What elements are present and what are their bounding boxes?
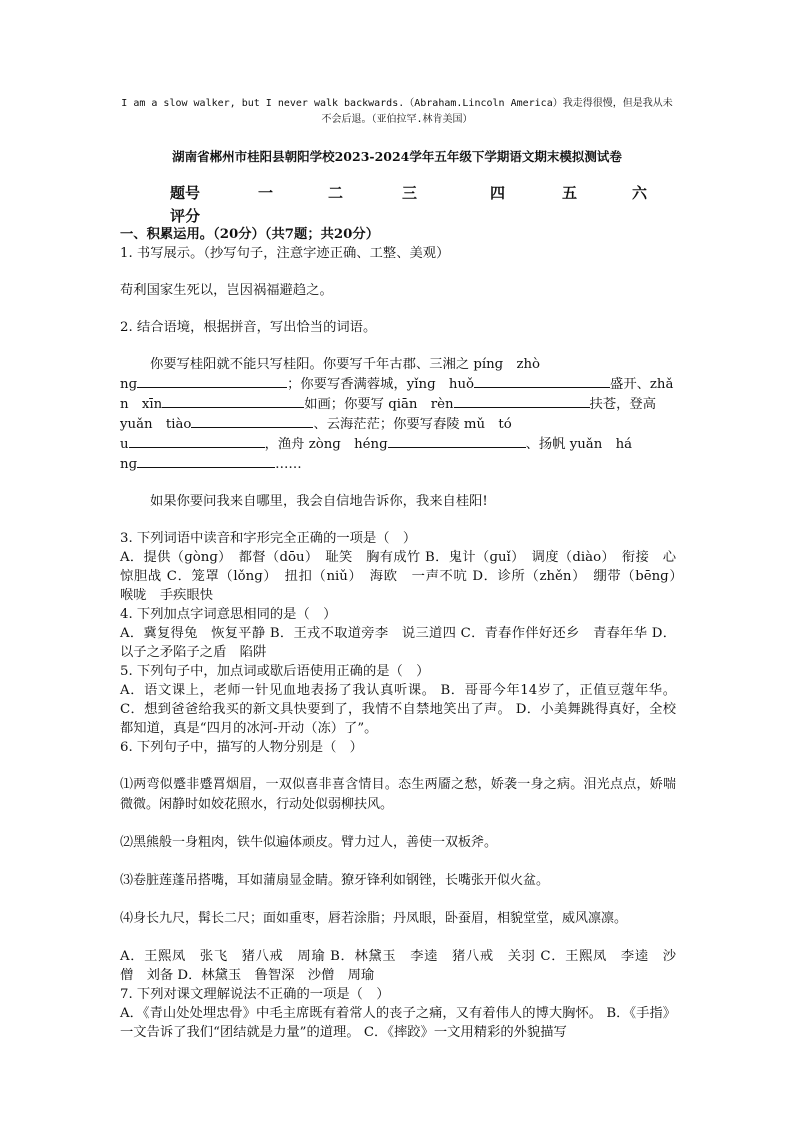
motto-line-1: I am a slow walker, but I never walk backwards.（Abraham.Lincoln America）我走得很慢，但是我从未 <box>121 98 673 109</box>
answer-blank[interactable] <box>454 394 590 408</box>
q4-stem: 4. 下列加点字词意思相同的是（ ） <box>120 607 337 622</box>
answer-blank[interactable] <box>129 434 265 448</box>
score-col-4: 四 <box>490 184 506 202</box>
q1-sentence: 苟利国家生死以，岂因祸福避趋之。 <box>120 283 333 298</box>
q6-options: A．王熙凤 张飞 猪八戒 周瑜 B．林黛玉 李逵 猪八戒 关羽 C．王熙凤 李逵 沙 僧 刘备 D．林黛玉 鲁智深 沙僧 周瑜 <box>120 949 690 983</box>
exam-title: 湖南省郴州市桂阳县朝阳学校2023-2024学年五年级下学期语文期末模拟测试卷 <box>172 149 622 164</box>
answer-blank[interactable] <box>191 414 313 428</box>
score-row2-label: 评分 <box>170 207 201 225</box>
score-col-3: 三 <box>402 184 418 202</box>
q6-sentence-4: ⑷身长九尺，髯长二尺；面如重枣，唇若涂脂；丹凤眼，卧蚕眉，相貌堂堂，威风凛凛。 <box>120 911 628 926</box>
answer-blank[interactable] <box>162 394 304 408</box>
q5-options: A．语文课上，老师一针见血地表扬了我认真听课。 B．哥哥今年14岁了，正值豆蔻年华。 C．想到爸爸给我买的新文具快要到了，我情不自禁地笑出了声。 D．小美舞跳得真好，全校都知道，真是“四月的冰河-开动（冻）了”。 <box>120 683 676 736</box>
q2-line-3: n xīn 如画；你要写 qiān rèn 扶苍，登高 <box>120 394 676 414</box>
q6-sentence-1: ⑴两弯似蹙非蹙罥烟眉，一双似喜非喜含情目。态生两靥之愁，娇袭一身之病。泪光点点，娇喘微微。闲静时如姣花照水，行动处似弱柳扶风。 <box>120 777 676 812</box>
q3-options: A．提供（ɡònɡ） 都督（dōu） 耻笑 胸有成竹 B．鬼计（ɡuǐ） 调度（diào） 衔接 心惊胆战 C．笼罩（lǒnɡ） 扭扣（niǔ） 海欧 一声不吭 D．诊所（zhěn） 绷带（bēnɡ） 喉咙 手疾眼快 <box>120 550 690 603</box>
q7-options: A．《青山处处埋忠骨》中毛主席既有着常人的丧子之痛，又有着伟人的博大胸怀。 B．《手指》一文告诉了我们“团结就是力量”的道理。 C．《摔跤》一文用精彩的外貌描写 <box>120 1006 676 1040</box>
q5-stem: 5. 下列句子中，加点词或歇后语使用正确的是（ ） <box>120 664 430 679</box>
answer-blank[interactable] <box>388 434 526 448</box>
q6-sentence-2: ⑵黑熊般一身粗肉，铁牛似遍体顽皮。臂力过人，善使一双板斧。 <box>120 835 498 850</box>
score-col-6: 六 <box>632 184 648 202</box>
q2-closing: 如果你要问我来自哪里，我会自信地告诉你，我来自桂阳! <box>150 494 488 509</box>
answer-blank[interactable] <box>137 374 287 388</box>
q4-options: A．冀复得兔 恢复平静 B．王戎不取道旁李 说三道四 C．青春作伴好还乡 青春年华 D．以子之矛陷子之盾 陷阱 <box>120 626 676 660</box>
score-row-label: 题号 <box>170 184 201 202</box>
motto-line-2: 不会后退。（亚伯拉罕.林肯美国） <box>321 114 473 125</box>
q1-stem: 1. 书写展示。（抄写句子，注意字迹正确、工整、美观） <box>120 246 450 261</box>
score-col-2: 二 <box>328 184 344 202</box>
exam-body <box>120 225 690 1042</box>
q6-stem: 6. 下列句子中，描写的人物分别是（ ） <box>120 740 363 755</box>
q3-stem: 3. 下列词语中读音和字形完全正确的一项是（ ） <box>120 531 417 546</box>
q2-line-5: u ，渔舟 zònɡ hénɡ 、扬帆 yuǎn há <box>120 434 676 454</box>
answer-blank[interactable] <box>137 454 275 468</box>
score-col-1: 一 <box>258 184 274 202</box>
q2-line-1: 你要写桂阳就不能只写桂阳。你要写千年古郡、三湘之 pínɡ zhò <box>150 357 541 372</box>
score-col-5: 五 <box>562 184 578 202</box>
q2-line-6: nɡ …… <box>120 454 676 474</box>
q7-stem: 7. 下列对课文理解说法不正确的一项是（ ） <box>120 987 390 1002</box>
answer-blank[interactable] <box>474 374 610 388</box>
q2-line-2: nɡ ；你要写香满蓉城，yǐnɡ huǒ 盛开、zhǎ <box>120 374 676 394</box>
q2-line-4: yuǎn tiào 、云海茫茫；你要写舂陵 mǔ tó <box>120 414 676 434</box>
q2-stem: 2. 结合语境，根据拼音，写出恰当的词语。 <box>120 320 377 335</box>
section-heading: 一、积累运用。（20分）（共7题；共20分） <box>120 227 380 242</box>
q6-sentence-3: ⑶卷脏莲蓬吊搭嘴，耳如蒲扇显金睛。獠牙锋利如钢锉，长嘴张开似火盆。 <box>120 873 550 888</box>
motto-quote <box>0 96 794 128</box>
